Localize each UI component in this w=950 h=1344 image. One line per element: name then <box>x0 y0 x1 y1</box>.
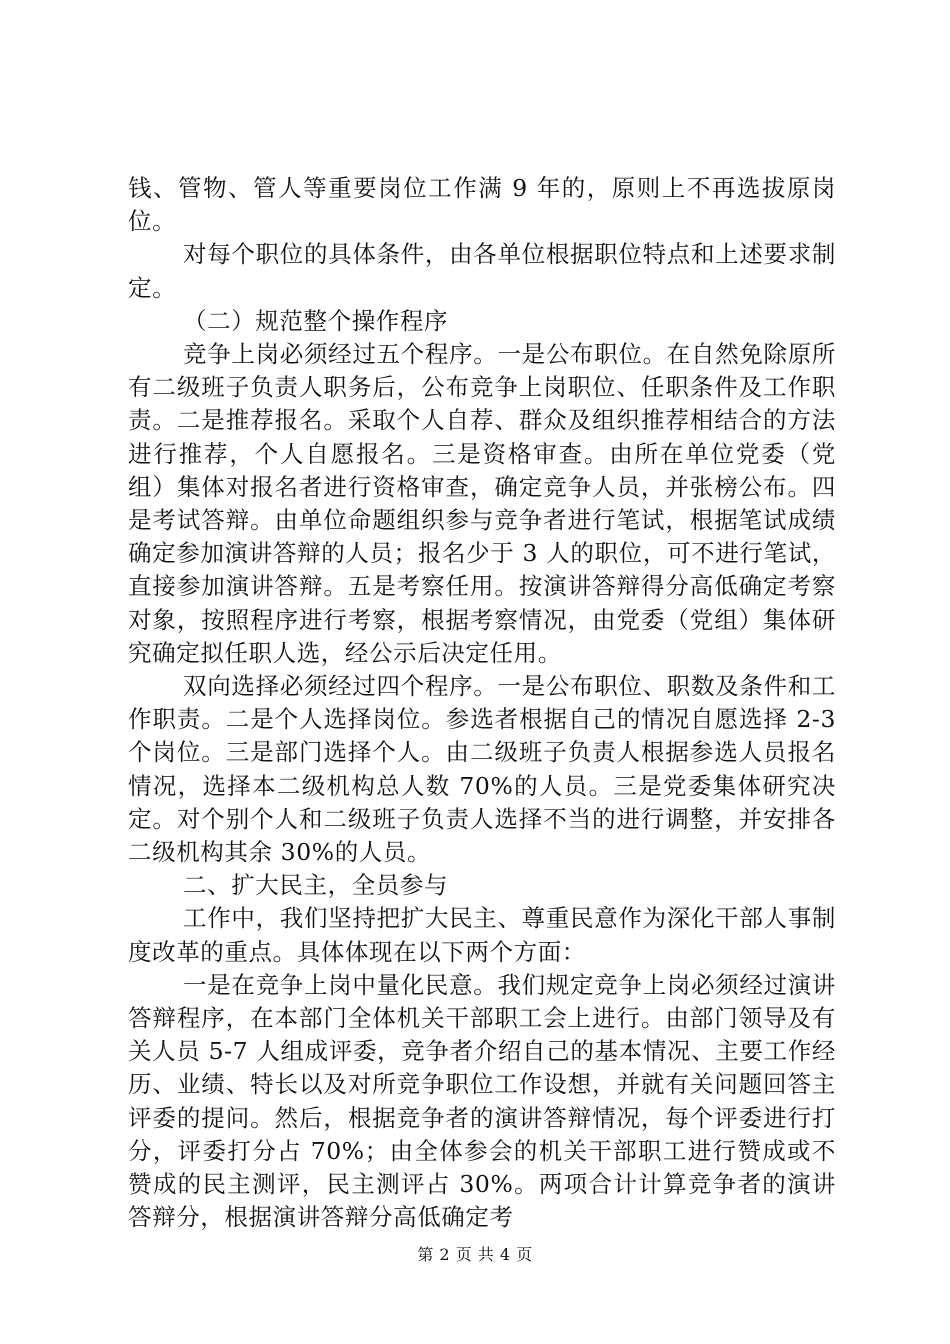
paragraph-continuation: 钱、管物、管人等重要岗位工作满 9 年的，原则上不再选拔原岗位。 <box>128 174 836 236</box>
section-heading-procedures: （二）规范整个操作程序 <box>183 306 449 335</box>
paragraph-democracy-intro: 工作中，我们坚持把扩大民主、尊重民意作为深化干部人事制度改革的重点。具体体现在以下两个方面： <box>128 904 836 966</box>
section-heading-democracy: 二、扩大民主，全员参与 <box>183 871 449 900</box>
paragraph-competitive-procedures: 竞争上岗必须经过五个程序。一是公布职位。在自然免除原所有二级班子负责人职务后，公布竞争上岗职位、任职条件及工作职责。二是推荐报名。采取个人自荐、群众及组织推荐相结合的方法进行推荐，个人自愿报名。三是资格审查。由所在单位党委（党组）集体对报名者进行资格审查，确定竞争人员，并张榜公布。四是考试答辩。由单位命题组织参与竞争者进行笔试，根据笔试成绩确定参加演讲答辩的人员；报名少于 3 人的职位，可不进行笔试，直接参加演讲答辩。五是考察任用。按演讲答辩得分高低确定考察对象，按照程序进行考察，根据考察情况，由党委（党组）集体研究确定拟任职人选，经公示后决定任用。 <box>128 340 836 667</box>
paragraph-two-way-selection: 双向选择必须经过四个程序。一是公布职位、职数及条件和工作职责。二是个人选择岗位。参选者根据自己的情况自愿选择 2-3 个岗位。三是部门选择个人。由二级班子负责人根据参选人员报名情况，选择本二级机构总人数 70%的人员。三是党委集体研究决定。对个别个人和二级班子负责人选择不当的进行调整，并安排各二级机构其余 30%的人员。 <box>128 672 836 867</box>
paragraph-quantify-opinion: 一是在竞争上岗中量化民意。我们规定竞争上岗必须经过演讲答辩程序，在本部门全体机关干部职工会上进行。由部门领导及有关人员 5-7 人组成评委，竞争者介绍自己的基本情况、主要工作经历、业绩、特长以及对所竞争职位工作设想，并就有关问题回答主评委的提问。然后，根据竞争者的演讲答辩情况，每个评委进行打分，评委打分占 70%；由全体参会的机关干部职工进行赞成或不赞成的民主测评，民主测评占 30%。两项合计计算竞争者的演讲答辩分，根据演讲答辩分高低确定考 <box>128 970 836 1232</box>
document-body <box>128 172 836 1235</box>
paragraph-position-conditions: 对每个职位的具体条件，由各单位根据职位特点和上述要求制定。 <box>128 240 836 302</box>
page-footer: 第 2 页 共 4 页 <box>417 1245 533 1264</box>
